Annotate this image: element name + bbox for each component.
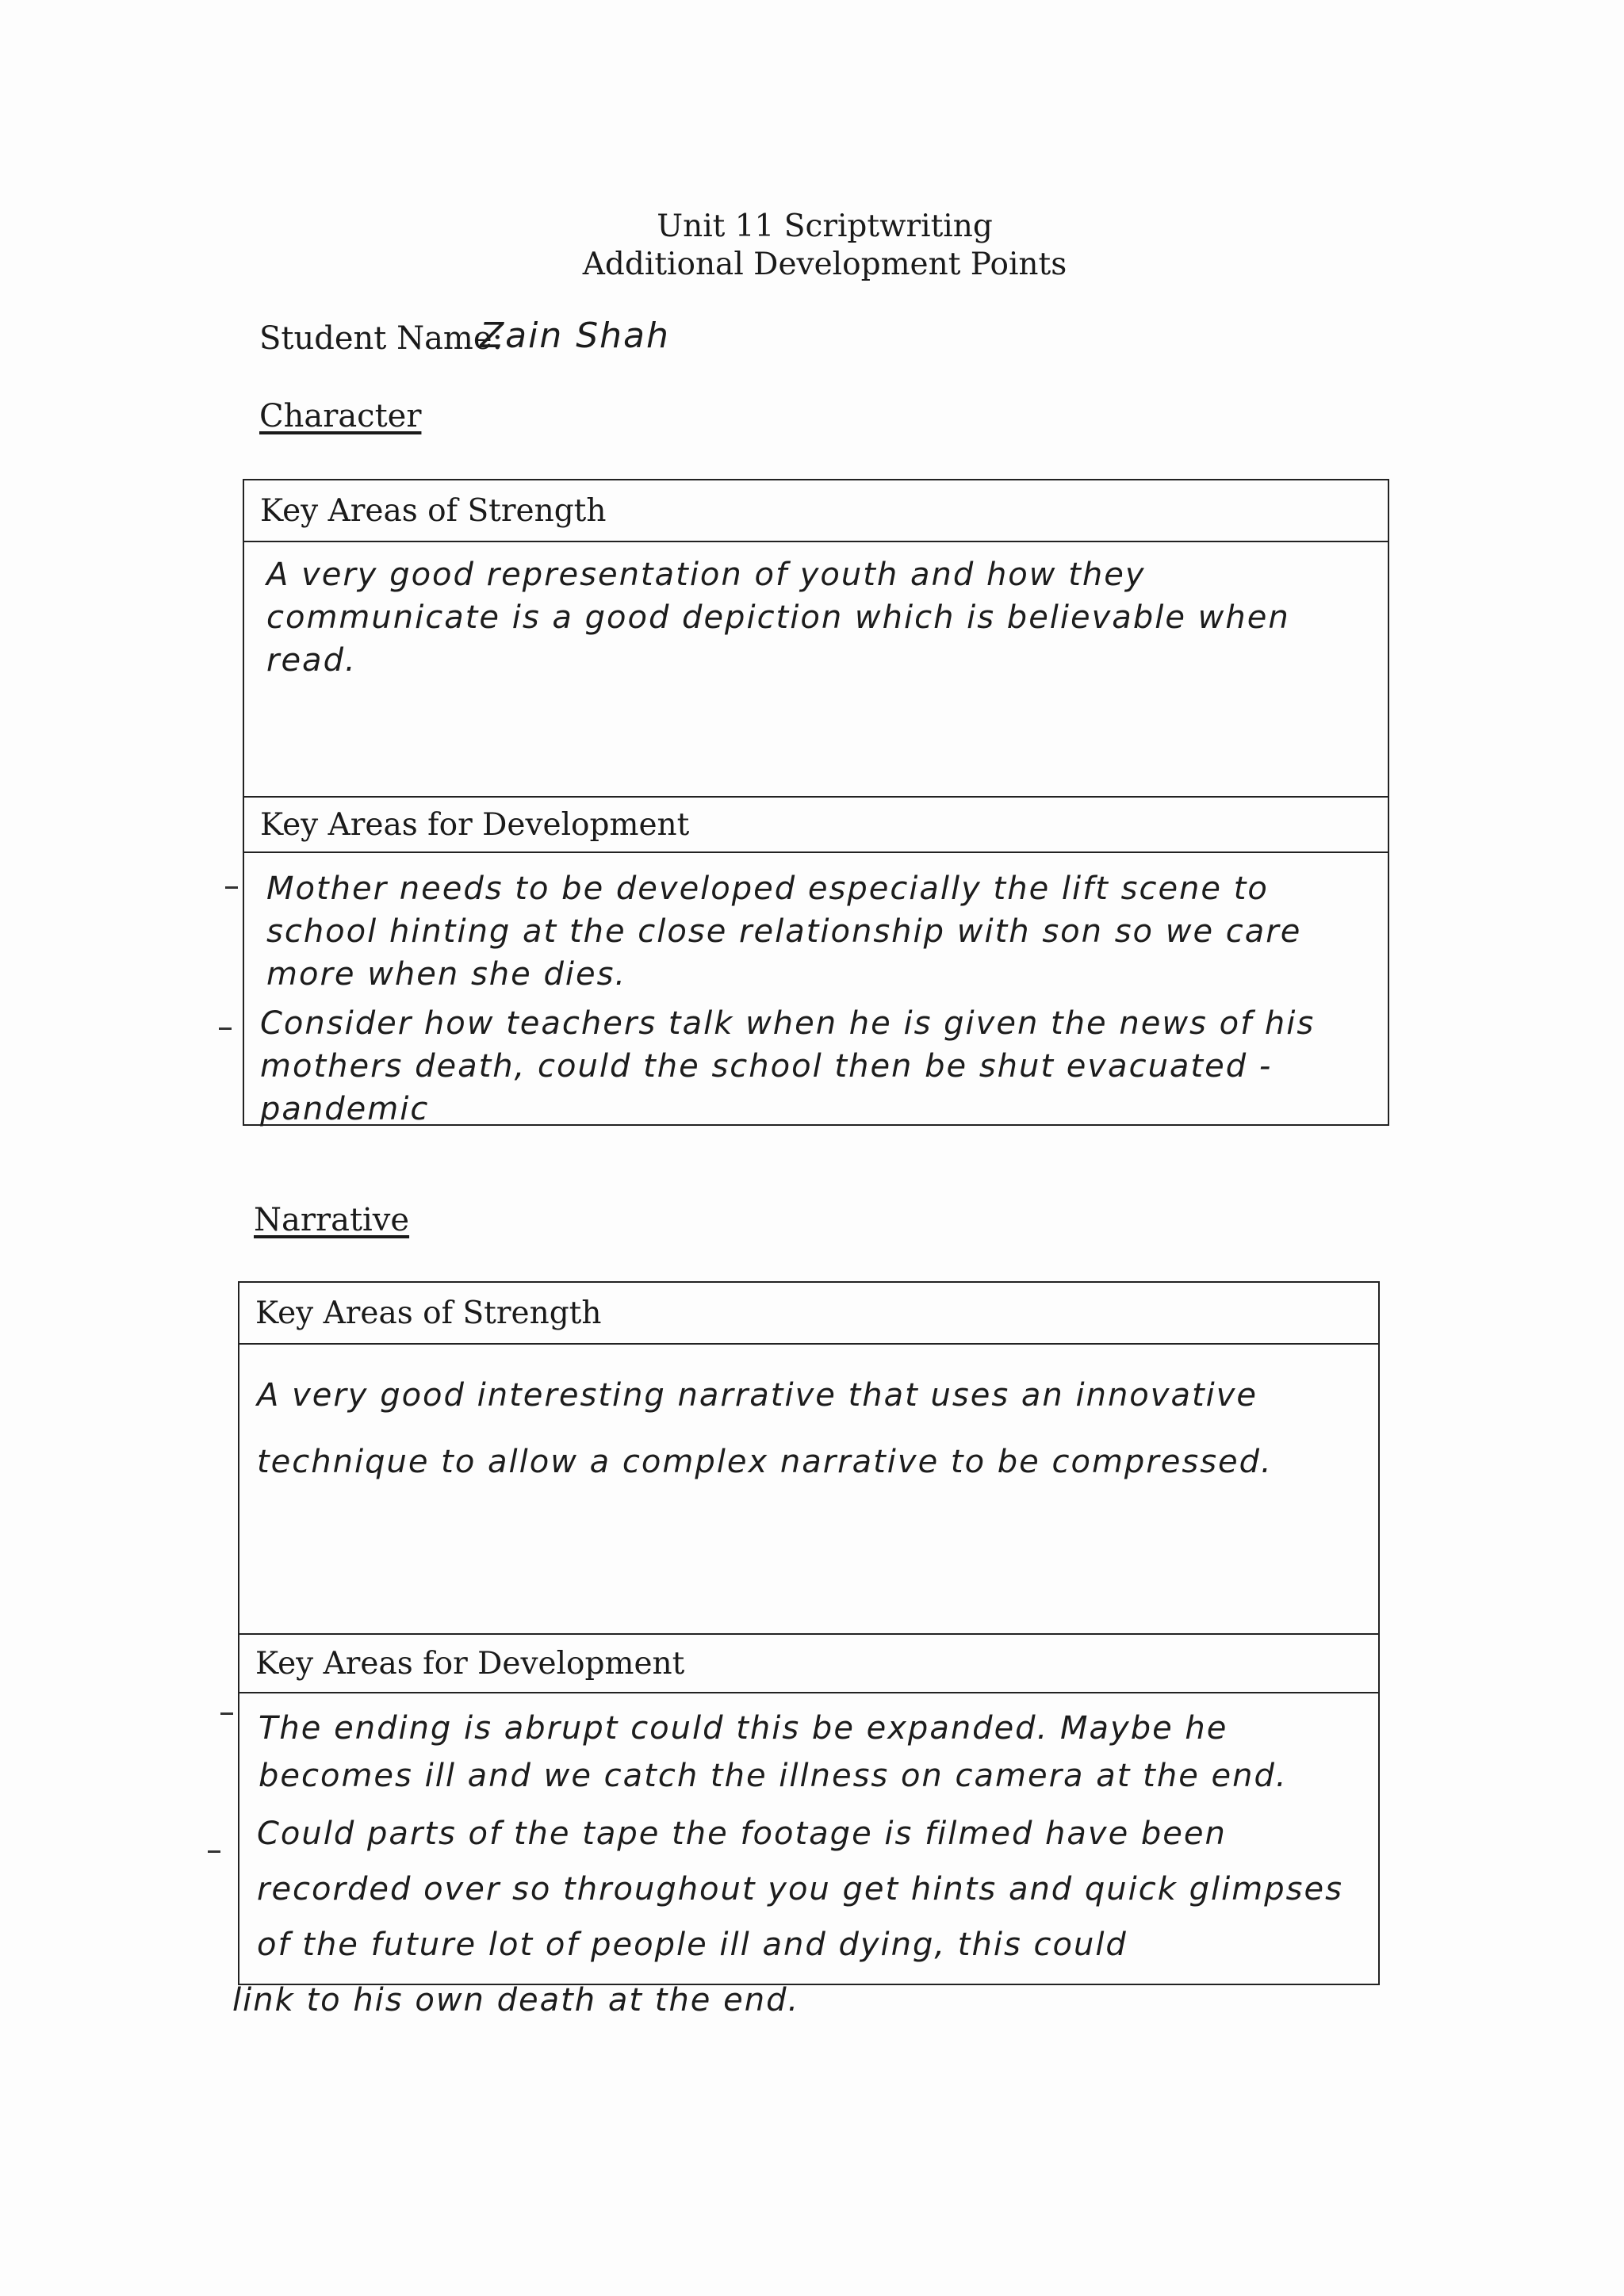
student-name-handwritten: Zain Shah (480, 316, 670, 356)
student-name-label: Student Name: (259, 320, 503, 357)
bullet-dash (225, 886, 238, 889)
narrative-strength-text: A very good interesting narrative that uses an innovative technique to allow a complex narrative to be compressed. (257, 1377, 1273, 1480)
bullet-dash (219, 1027, 232, 1030)
character-strength-text: A very good representation of youth and how they communicate is a good depiction which is believable when read. (266, 557, 1290, 679)
character-development-point-1: Mother needs to be developed especially the lift scene to school hinting at the close relationship with son so we care more when she dies. (266, 871, 1302, 993)
character-feedback-box (243, 479, 1389, 1126)
narrative-heading: Narrative (254, 1202, 410, 1238)
document-subtitle: Additional Development Points (582, 247, 1067, 282)
bullet-dash (220, 1712, 233, 1715)
narrative-development-point-1: The ending is abrupt could this be expanded. Maybe he becomes ill and we catch the illness on camera at the end. (259, 1710, 1288, 1794)
narrative-feedback-box (238, 1281, 1380, 1985)
bullet-dash (208, 1850, 220, 1853)
character-strength-label: Key Areas of Strength (244, 480, 1388, 542)
narrative-strength-label: Key Areas of Strength (239, 1283, 1378, 1345)
narrative-development-overflow: link to his own death at the end. (232, 1982, 800, 2019)
character-heading: Character (259, 398, 422, 434)
narrative-development-label: Key Areas for Development (239, 1633, 1378, 1693)
character-development-point-2: Consider how teachers talk when he is given the news of his mothers death, could the school then be shut evacuated - pandemic (260, 1005, 1316, 1127)
document-title: Unit 11 Scriptwriting (657, 209, 993, 244)
narrative-development-point-2: Could parts of the tape the footage is filmed have been recorded over so throughout you get hints and quick glimpses of the future lot of people ill and dying, this could (257, 1816, 1343, 1963)
character-development-label: Key Areas for Development (244, 796, 1388, 853)
